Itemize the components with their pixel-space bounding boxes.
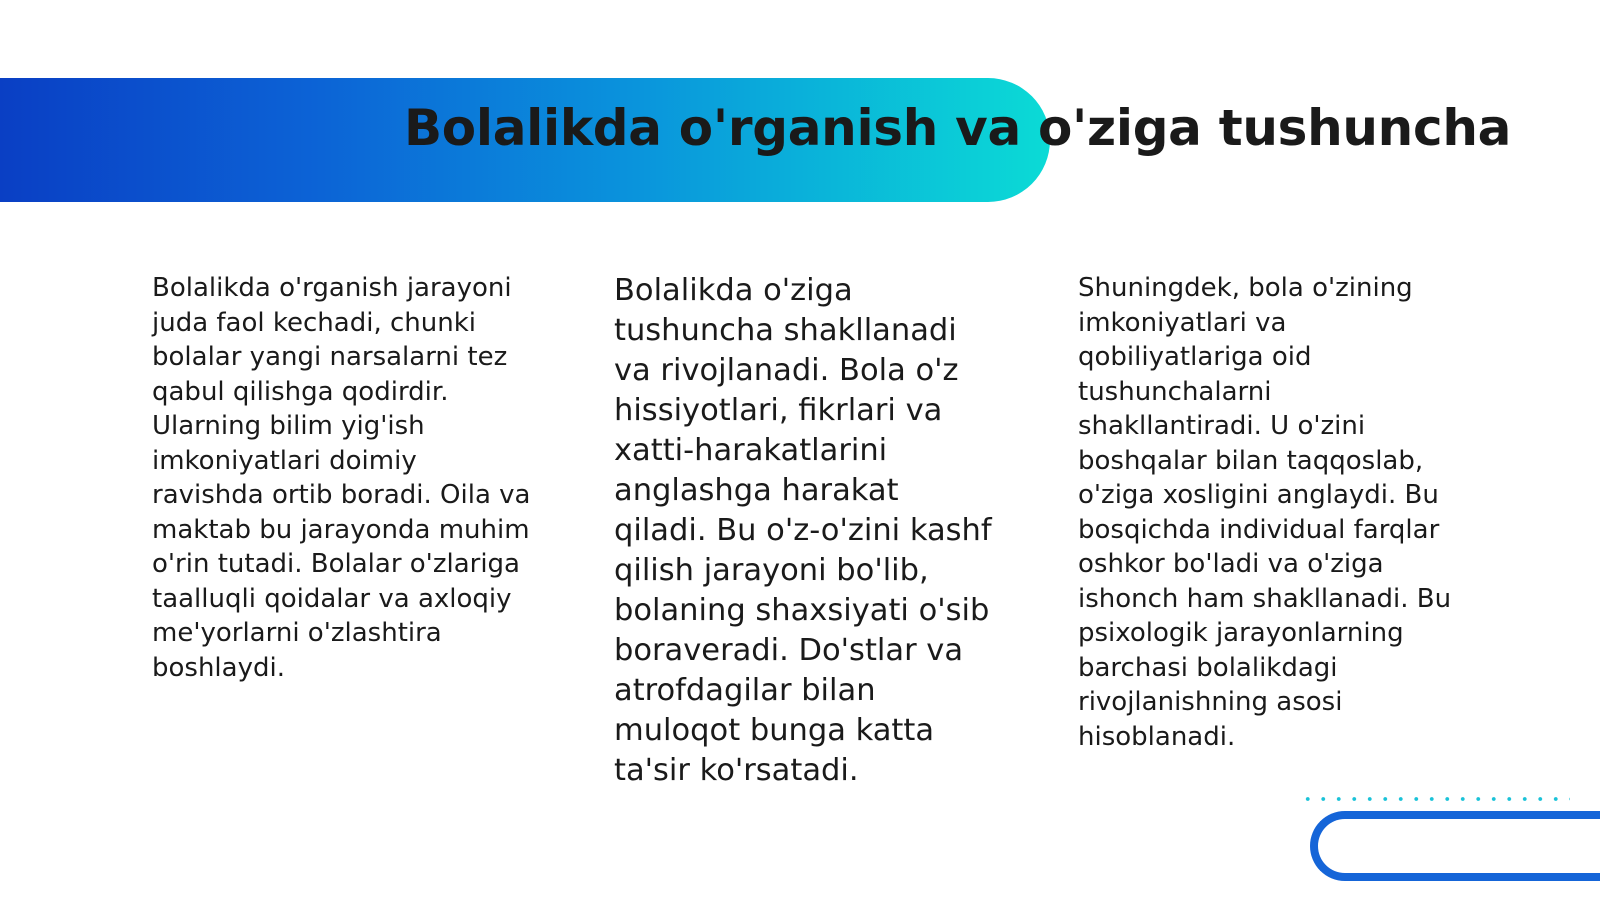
text-column-3: Shuningdek, bola o'zining imkoniyatlari va qobiliyatlariga oid tushunchalarni shakllantiradi. U o'zini boshqalar bilan taqqoslab, o'ziga xosligini anglaydi. Bu bosqichda individual farqlar oshkor bo'ladi va o'ziga ishonch ham shakllanadi. Bu psixologik jarayonlarning barchasi bolalikdagi rivojlanishning asosi hisoblanadi. bbox=[1078, 273, 1452, 752]
text-column-1: Bolalikda o'rganish jarayoni juda faol kechadi, chunki bolalar yangi narsalarni tez qabul qilishga qodirdir. Ularning bilim yig'ish imkoniyatlari doimiy ravishda ortib boradi. Oila va maktab bu jarayonda muhim o'rin tutadi. Bolalar o'zlariga taalluqli qoidalar va axloqiy me'yorlarni o'zlashtira boshlaydi. bbox=[152, 273, 531, 683]
decorative-pill-outline bbox=[1310, 811, 1600, 881]
slide-title: Bolalikda o'rganish va o'ziga tushuncha bbox=[404, 99, 1512, 157]
decorative-dot-row bbox=[1300, 795, 1570, 803]
text-column-2: Bolalikda o'ziga tushuncha shakllanadi va rivojlanadi. Bola o'z hissiyotlari, fikrlari va xatti-harakatlarini anglashga harakat qiladi. Bu o'z-o'zini kashf qilish jarayoni bo'lib, bolaning shaxsiyati o'sib boraveradi. Do'stlar va atrofdagilar bilan muloqot bunga katta ta'sir ko'rsatadi. bbox=[614, 273, 992, 788]
